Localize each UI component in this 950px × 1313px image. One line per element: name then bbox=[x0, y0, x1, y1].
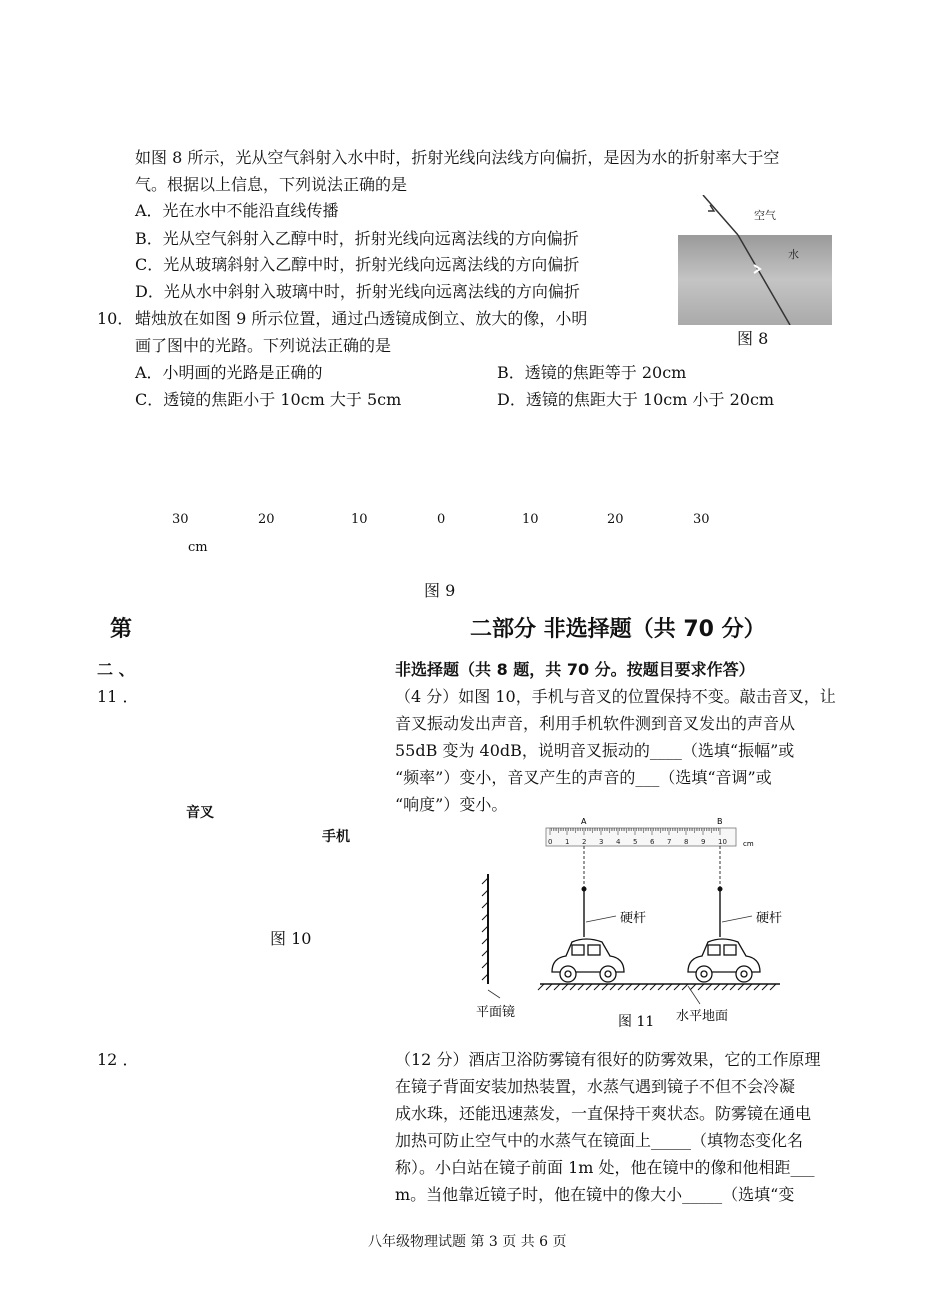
q11-line1: （4 分）如图 10，手机与音叉的位置保持不变。敲击音叉，让 bbox=[395, 687, 836, 706]
incident-ray bbox=[703, 195, 738, 235]
q11-line5: “响度”）变小。 bbox=[395, 795, 508, 814]
fig10-phone-label: 手机 bbox=[322, 829, 350, 845]
fig9-tick: 0 bbox=[437, 512, 446, 527]
q12-line2: 在镜子背面安装加热装置，水蒸气遇到镜子不但不会冷凝 bbox=[395, 1077, 796, 1096]
ruler-scale-label: 1 bbox=[565, 838, 570, 846]
fig8-caption: 图 8 bbox=[737, 329, 769, 348]
fig9-tick: 10 bbox=[522, 512, 539, 527]
fig9-tick: 10 bbox=[351, 512, 368, 527]
q9-intro-line1: 如图 8 所示，光从空气斜射入水中时，折射光线向法线方向偏折，是因为水的折射率大于空 bbox=[135, 148, 780, 167]
q9-intro-line2: 气。根据以上信息，下列说法正确的是 bbox=[135, 175, 408, 194]
page-footer: 八年级物理试题 第 3 页 共 6 页 bbox=[368, 1234, 567, 1250]
q9-option-d: D．光从水中斜射入玻璃中时，折射光线向远离法线的方向偏折 bbox=[135, 282, 580, 301]
ruler-scale-label: 8 bbox=[684, 838, 689, 846]
q9-option-b: B．光从空气斜射入乙醇中时，折射光线向远离法线的方向偏折 bbox=[135, 229, 579, 248]
q11-line3: 55dB 变为 40dB，说明音叉振动的____（选填“振幅”或 bbox=[395, 741, 795, 760]
q10-option-b: B．透镜的焦距等于 20cm bbox=[497, 363, 687, 382]
q10-number: 10． bbox=[97, 309, 134, 328]
ruler-scale-label: 5 bbox=[633, 838, 638, 846]
point-b-label: B bbox=[717, 817, 723, 826]
q9-option-a: A．光在水中不能沿直线传播 bbox=[135, 201, 339, 220]
ruler-scale-label: 10 bbox=[718, 838, 727, 846]
q10-option-a: A．小明画的光路是正确的 bbox=[135, 363, 323, 382]
section2-title: 非选择题（共 8 题，共 70 分。按题目要求作答） bbox=[395, 660, 755, 679]
fig9-unit: cm bbox=[188, 540, 208, 555]
q12-line4: 加热可防止空气中的水蒸气在镜面上_____（填物态变化名 bbox=[395, 1131, 804, 1150]
ruler-scale-label: 9 bbox=[701, 838, 706, 846]
fig9-tick: 30 bbox=[172, 512, 189, 527]
ruler-scale-label: 6 bbox=[650, 838, 655, 846]
fig9-tick: 30 bbox=[693, 512, 710, 527]
q11-line2: 音叉振动发出声音，利用手机软件测到音叉发出的声音从 bbox=[395, 714, 796, 733]
part2-heading: 二部分 非选择题（共 70 分） bbox=[470, 617, 766, 642]
mirror-label: 平面镜 bbox=[476, 1005, 516, 1020]
q12-line3: 成水珠，还能迅速蒸发，一直保持干爽状态。防雾镜在通电 bbox=[395, 1104, 812, 1123]
q10-option-c: C．透镜的焦距小于 10cm 大于 5cm bbox=[135, 390, 402, 409]
q10-stem-line2: 画了图中的光路。下列说法正确的是 bbox=[135, 336, 392, 355]
ground-label: 水平地面 bbox=[676, 1009, 729, 1024]
ruler-scale-label: 3 bbox=[599, 838, 604, 846]
rod-label-a: 硬杆 bbox=[620, 911, 647, 926]
section2-number: 二 、 bbox=[97, 660, 135, 679]
q11-line4: “频率”）变小，音叉产生的声音的___（选填“音调”或 bbox=[395, 768, 772, 787]
car-b bbox=[688, 939, 760, 982]
fig9-tick: 20 bbox=[607, 512, 624, 527]
q9-option-c: C．光从玻璃斜射入乙醇中时，折射光线向远离法线的方向偏折 bbox=[135, 255, 580, 274]
fig10-fork-label: 音叉 bbox=[186, 805, 214, 821]
figure-8-refraction bbox=[678, 195, 832, 325]
q11-number: 11 ． bbox=[97, 687, 139, 706]
ruler bbox=[546, 828, 736, 846]
q12-line1: （12 分）酒店卫浴防雾镜有很好的防雾效果，它的工作原理 bbox=[395, 1050, 821, 1069]
q12-number: 12 ． bbox=[97, 1050, 139, 1069]
fig9-tick: 20 bbox=[258, 512, 275, 527]
ruler-unit: cm bbox=[743, 840, 754, 848]
q12-line6: m。当他靠近镜子时，他在镜中的像大小_____（选填“变 bbox=[395, 1185, 795, 1204]
point-a-label: A bbox=[581, 817, 587, 826]
rod-label-b: 硬杆 bbox=[756, 911, 783, 926]
fig8-air-label: 空气 bbox=[754, 209, 776, 222]
car-a bbox=[552, 939, 624, 982]
q10-option-d: D．透镜的焦距大于 10cm 小于 20cm bbox=[497, 390, 775, 409]
fig9-caption: 图 9 bbox=[424, 581, 456, 600]
q12-line5: 称）。小白站在镜子前面 1m 处，他在镜中的像和他相距___ bbox=[395, 1158, 815, 1177]
ruler-scale-label: 4 bbox=[616, 838, 621, 846]
ruler-scale-label: 7 bbox=[667, 838, 672, 846]
ruler-scale-label: 0 bbox=[548, 838, 553, 846]
part2-heading-left: 第 bbox=[110, 617, 133, 642]
ruler-scale-label: 2 bbox=[582, 838, 587, 846]
q10-stem-line1: 蜡烛放在如图 9 所示位置，通过凸透镜成倒立、放大的像，小明 bbox=[135, 309, 588, 328]
fig11-caption: 图 11 bbox=[618, 1014, 655, 1030]
figure-11-cars bbox=[468, 812, 794, 1034]
fig10-caption: 图 10 bbox=[270, 929, 312, 948]
fig8-water-label: 水 bbox=[788, 248, 799, 261]
water-region bbox=[678, 235, 832, 325]
